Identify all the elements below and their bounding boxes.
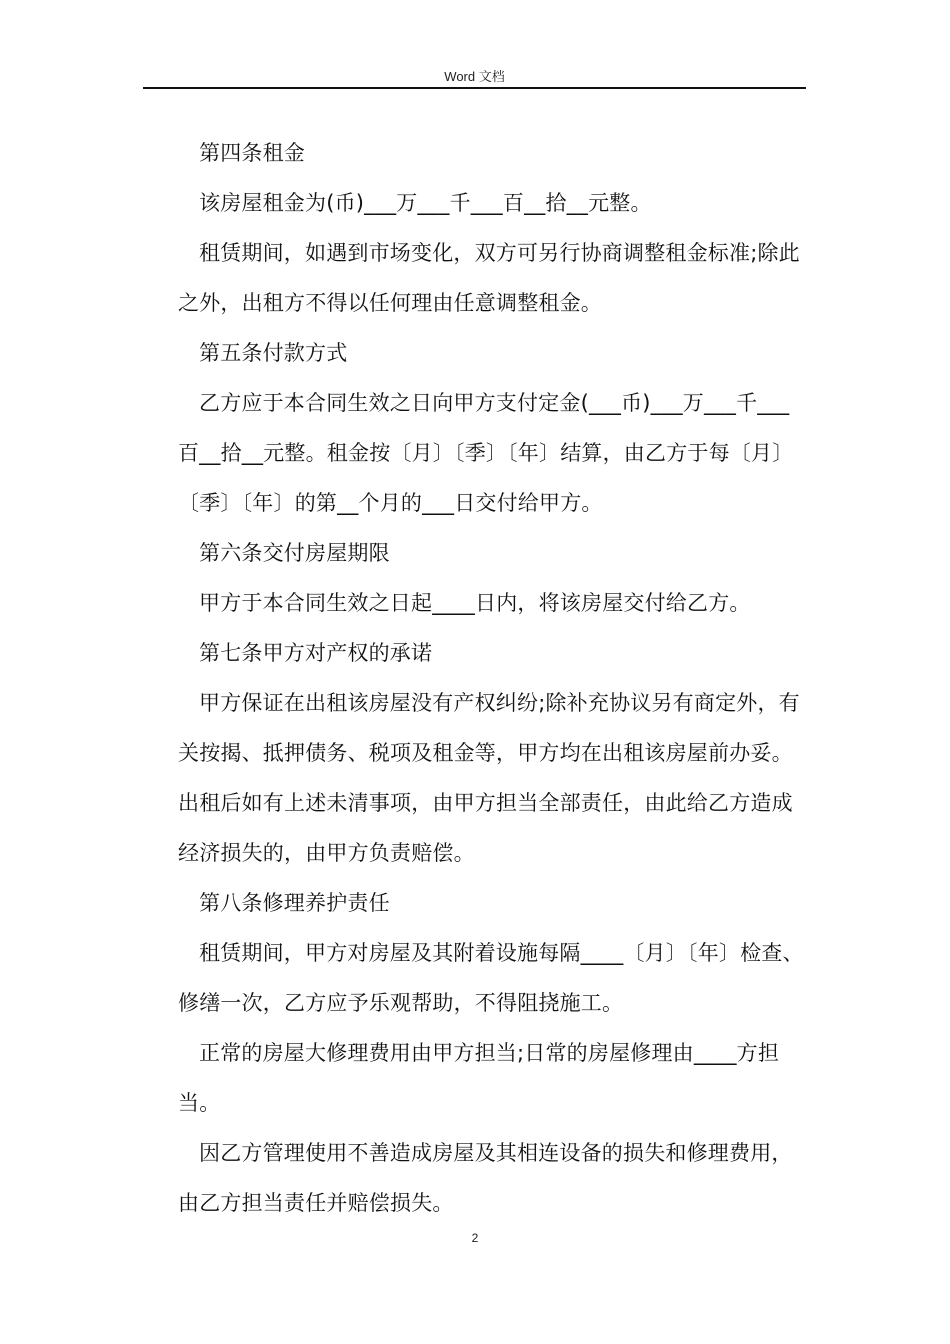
paragraph: 租赁期间，如遇到市场变化，双方可另行协商调整租金标准;除此之外，出租方不得以任何理由任意调整租金。: [178, 241, 800, 315]
page-number: 2: [471, 1231, 479, 1245]
paragraph: 因乙方管理使用不善造成房屋及其相连设备的损失和修理费用，由乙方担当责任并赔偿损失。: [178, 1141, 793, 1215]
paragraph: 租赁期间，甲方对房屋及其附着设施每隔____〔月〕〔年〕检查、修缮一次，乙方应予乐观帮助，不得阻挠施工。: [178, 941, 804, 1015]
section-heading-payment: 第五条付款方式: [199, 341, 348, 365]
paragraph: 该房屋租金为(币)___万___千___百__拾__元整。: [199, 191, 652, 215]
document-body: [178, 128, 808, 1228]
paragraph: 甲方于本合同生效之日起____日内，将该房屋交付给乙方。: [199, 591, 751, 615]
section-heading-delivery: 第六条交付房屋期限: [199, 541, 390, 565]
section-heading-ownership: 第七条甲方对产权的承诺: [199, 641, 433, 665]
section-heading-rent: 第四条租金: [199, 141, 305, 165]
paragraph: 甲方保证在出租该房屋没有产权纠纷;除补充协议另有商定外，有关按揭、抵押债务、税项及租金等，甲方均在出租该房屋前办妥。出租后如有上述未清事项，由甲方担当全部责任，由此给乙方造成经济损失的，由甲方负责赔偿。: [178, 691, 800, 865]
header-divider: [143, 87, 806, 89]
paragraph: 正常的房屋大修理费用由甲方担当;日常的房屋修理由____方担当。: [178, 1041, 780, 1115]
section-heading-maintenance: 第八条修理养护责任: [199, 891, 390, 915]
paragraph: 乙方应于本合同生效之日向甲方支付定金(___币)___万___千___百__拾__元整。租金按〔月〕〔季〕〔年〕结算，由乙方于每〔月〕〔季〕〔年〕的第__个月的___日交付给甲方。: [178, 391, 794, 515]
page-header: Word 文档: [444, 69, 505, 84]
